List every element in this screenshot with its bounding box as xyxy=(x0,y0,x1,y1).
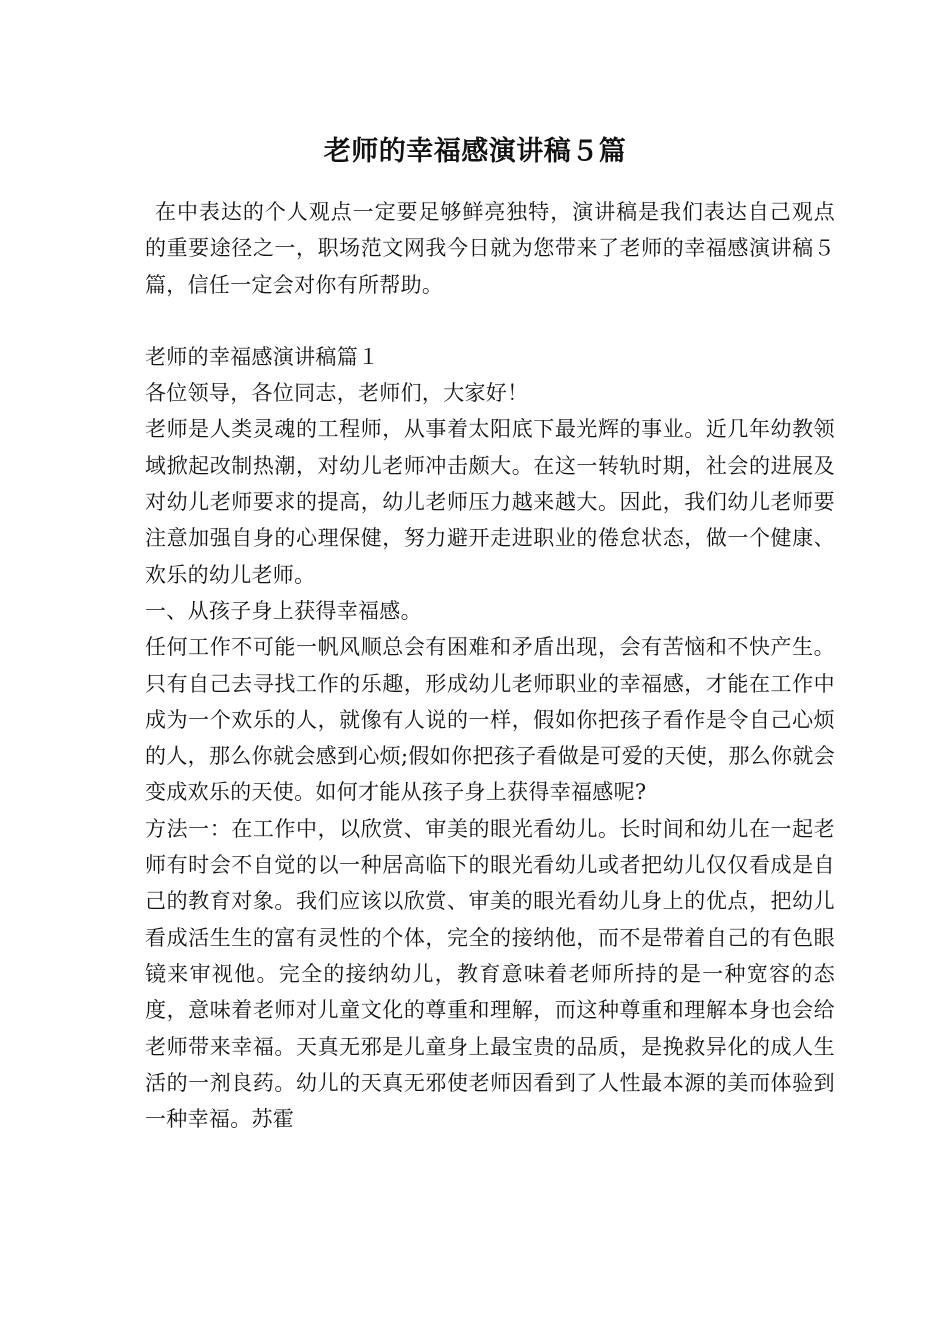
greeting-line: 各位领导，各位同志，老师们，大家好！ xyxy=(145,381,529,406)
body-paragraph-2: 任何工作不可能一帆风顺总会有困难和矛盾出现，会有苦恼和不快产生。只有自己去寻找工作的乐趣，形成幼儿老师职业的幸福感，才能在工作中成为一个欢乐的人，就像有人说的一样，假如你把孩子看作是令自己心烦的人，那么你就会感到心烦;假如你把孩子看做是可爱的天使，那么你就会变成欢乐的天使。如何才能从孩子身上获得幸福感呢? xyxy=(145,635,835,805)
paragraph-gap xyxy=(145,303,835,339)
section-heading: 老师的幸福感演讲稿篇１ xyxy=(145,344,380,369)
body-paragraph-3: 方法一：在工作中，以欣赏、审美的眼光看幼儿。长时间和幼儿在一起老师有时会不自觉的以一种居高临下的眼光看幼儿或者把幼儿仅仅看成是自己的教育对象。我们应该以欣赏、审美的眼光看幼儿身上的优点，把幼儿看成活生生的富有灵性的个体，完全的接纳他，而不是带着自己的有色眼镜来审视他。完全的接纳幼儿，教育意味着老师所持的是一种宽容的态度，意味着老师对儿童文化的尊重和理解，而这种尊重和理解本身也会给老师带来幸福。天真无邪是儿童身上最宝贵的品质，是挽救异化的成人生活的一剂良药。幼儿的天真无邪使老师因看到了人性最本源的美而体验到一种幸福。苏霍 xyxy=(145,816,835,1132)
intro-paragraph: 在中表达的个人观点一定要足够鲜亮独特，演讲稿是我们表达自己观点的重要途径之一，职场范文网我今日就为您带来了老师的幸福感演讲稿５篇，信任一定会对你有所帮助。 xyxy=(145,200,835,297)
body-paragraph-1: 老师是人类灵魂的工程师，从事着太阳底下最光辉的事业。近几年幼教领域掀起改制热潮，对幼儿老师冲击颇大。在这一转轨时期，社会的进展及对幼儿老师要求的提高，幼儿老师压力越来越大。因此，我们幼儿老师要注意加强自身的心理保健，努力避开走进职业的倦怠状态，做一个健康、欢乐的幼儿老师。 xyxy=(145,417,835,587)
document-title: 老师的幸福感演讲稿５篇 xyxy=(323,136,627,167)
document-body xyxy=(145,194,835,1137)
subheading-1: 一、从孩子身上获得幸福感。 xyxy=(145,598,422,623)
